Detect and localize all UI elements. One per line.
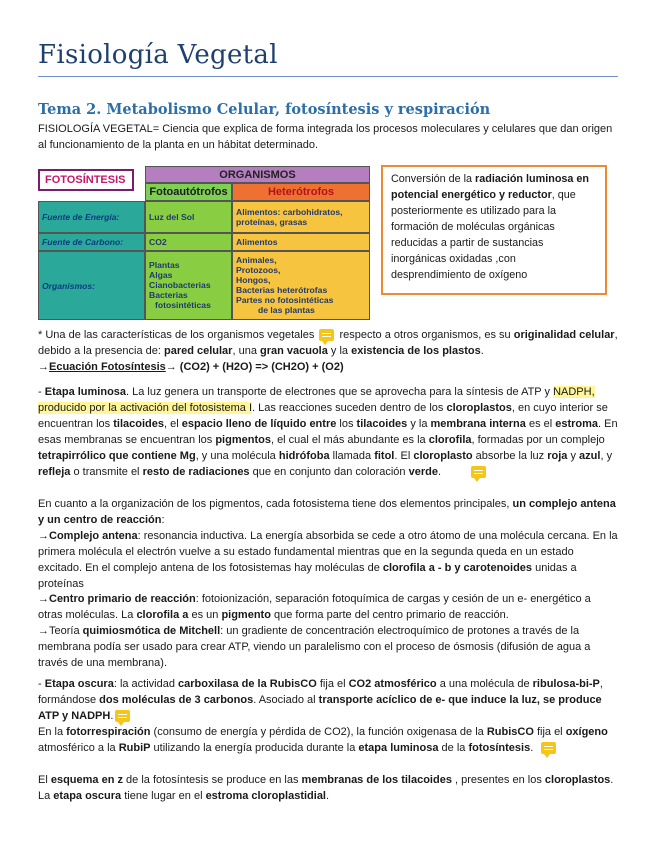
- cell-energia-het: Alimentos: carbohidratos, proteínas, grasas: [232, 201, 370, 233]
- header-fotoautotrofos: Fotoautótrofos: [145, 183, 232, 201]
- cell-carbono-het: Alimentos: [232, 233, 370, 251]
- definition-paragraph: FISIOLOGÍA VEGETAL= Ciencia que explica de forma integrada los procesos moleculares y celulares que dan origen al funcionamiento de la planta en un hábitat determinado.: [38, 123, 613, 151]
- page-title: Fisiología Vegetal: [38, 40, 278, 70]
- paragraph-etapa-oscura: - Etapa oscura: la actividad carboxilasa de la RubisCO fija el CO2 atmosférico a una molécula de ribulosa-bi-P, formándose dos moléculas de 3 carbonos. Asociado al transporte acíclico de e- que induce la luz, se produce ATP y NADPH.: [38, 678, 603, 722]
- highlighted-text: NADPH, producido por la activación del fotosistema I: [38, 386, 595, 414]
- row-label-carbono: Fuente de Carbono:: [38, 233, 145, 251]
- paragraph-centro-reaccion: →Centro primario de reacción: fotoionización, separación fotoquímica de cargas y cesión de un e- energético a otras moléculas. La clorofila a es un pigmento que forma parte del centro primario de reacción.: [38, 593, 591, 621]
- cell-carbono-foto: CO2: [145, 233, 232, 251]
- header-heterotrofos: Heterótrofos: [232, 183, 370, 201]
- section-heading: Tema 2. Metabolismo Celular, fotosíntesis y respiración: [38, 101, 491, 118]
- list-item: Plantas: [149, 260, 180, 270]
- cell-energia-foto: Luz del Sol: [145, 201, 232, 233]
- row-label-organismos: Organismos:: [38, 251, 145, 320]
- list-item: Bacterias heterótrofas: [236, 285, 328, 295]
- paragraph-esquema-z: El esquema en z de la fotosíntesis se produce en las membranas de los tilacoides , presentes en los cloroplastos. La etapa oscura tiene lugar en el estroma cloroplastidial.: [38, 774, 614, 802]
- table-title: FOTOSÍNTESIS: [38, 169, 134, 191]
- list-item: Partes no fotosintéticas: [236, 295, 334, 305]
- list-item: Hongos,: [236, 275, 271, 285]
- paragraph-mitchell: →Teoría quimiosmótica de Mitchell: un gradiente de concentración electroquímico de protones a través de la membrana podía ser usado para crear ATP, viendo un paralelismo con el proceso de ósmosis (difusión de agua a través de una membrana).: [38, 625, 591, 669]
- list-item: fotosintéticas: [155, 300, 211, 310]
- paragraph-organizacion: En cuanto a la organización de los pigmentos, cada fotosistema tiene dos elementos principales, un complejo antena y un centro de reacción:: [38, 498, 616, 526]
- paragraph-etapa-luminosa: - Etapa luminosa. La luz genera un transporte de electrones que se aprovecha para la síntesis de ATP y NADPH, producido por la activación del fotosistema I. Las reacciones suceden dentro de los cloroplastos, en cuyo interior se encuentran los tilacoides, el espacio lleno de líquido entre los tilacoides y la membrana interna es el estroma. En esas membranas se encuentran los pigmentos, el cual el más abundante es la clorofila, formadas por un complejo tetrapirrólico que contiene Mg, y una molécula hidrófoba llamada fitol. El cloroplasto absorbe la luz roja y azul, y refleja o transmite el resto de radiaciones que en conjunto dan coloración verde.: [38, 386, 618, 478]
- definition-box: Conversión de la radiación luminosa en potencial energético y reductor, que posteriormente es utilizado para la formación de moléculas orgánicas reducidas a partir de sustancias inorgánicas oxidadas ,con desprendimiento de oxígeno: [381, 165, 607, 295]
- title-divider: [38, 76, 618, 77]
- cell-organismos-foto: [145, 251, 232, 320]
- paragraph-complejo-antena: →Complejo antena: resonancia inductiva. La energía absorbida se cede a otro átomo de una molécula cercana. En la primera molécula el electrón vuelve a su estado fundamental mientras que en la segunda queda en un estado excitado. En el complejo antena de los fotosistemas hay moléculas de clorofila a - b y carotenoides unidas a proteínas: [38, 530, 618, 590]
- paragraph-characteristics: * Una de las características de los organismos vegetales respecto a otros organismos, es su originalidad celular, debido a la presencia de: pared celular, una gran vacuola y la existencia de los plastos.: [38, 329, 618, 357]
- list-item: de las plantas: [258, 305, 315, 315]
- list-item: Protozoos,: [236, 265, 281, 275]
- list-item: Algas: [149, 270, 173, 280]
- paragraph-fotorrespiracion: En la fotorrespiración (consumo de energía y pérdida de CO2), la función oxigenasa de la RubisCO fija el oxígeno atmosférico a la RubiP utilizando la energía producida durante la etapa luminosa de la fotosíntesis.: [38, 726, 608, 754]
- equation-line: →Ecuación Fotosíntesis→ (CO2) + (H2O) => (CH2O) + (O2): [38, 361, 344, 373]
- cell-organismos-het: [232, 251, 370, 320]
- comment-icon[interactable]: [319, 329, 334, 341]
- list-item: Bacterias: [149, 290, 188, 300]
- row-label-energia: Fuente de Energía:: [38, 201, 145, 233]
- comment-icon[interactable]: [541, 742, 556, 754]
- list-item: Cianobacterias: [149, 280, 211, 290]
- list-item: Animales,: [236, 255, 277, 265]
- header-organismos: ORGANISMOS: [145, 166, 370, 183]
- photosynthesis-table: [38, 166, 370, 320]
- comment-icon[interactable]: [115, 710, 130, 722]
- comment-icon[interactable]: [471, 466, 486, 478]
